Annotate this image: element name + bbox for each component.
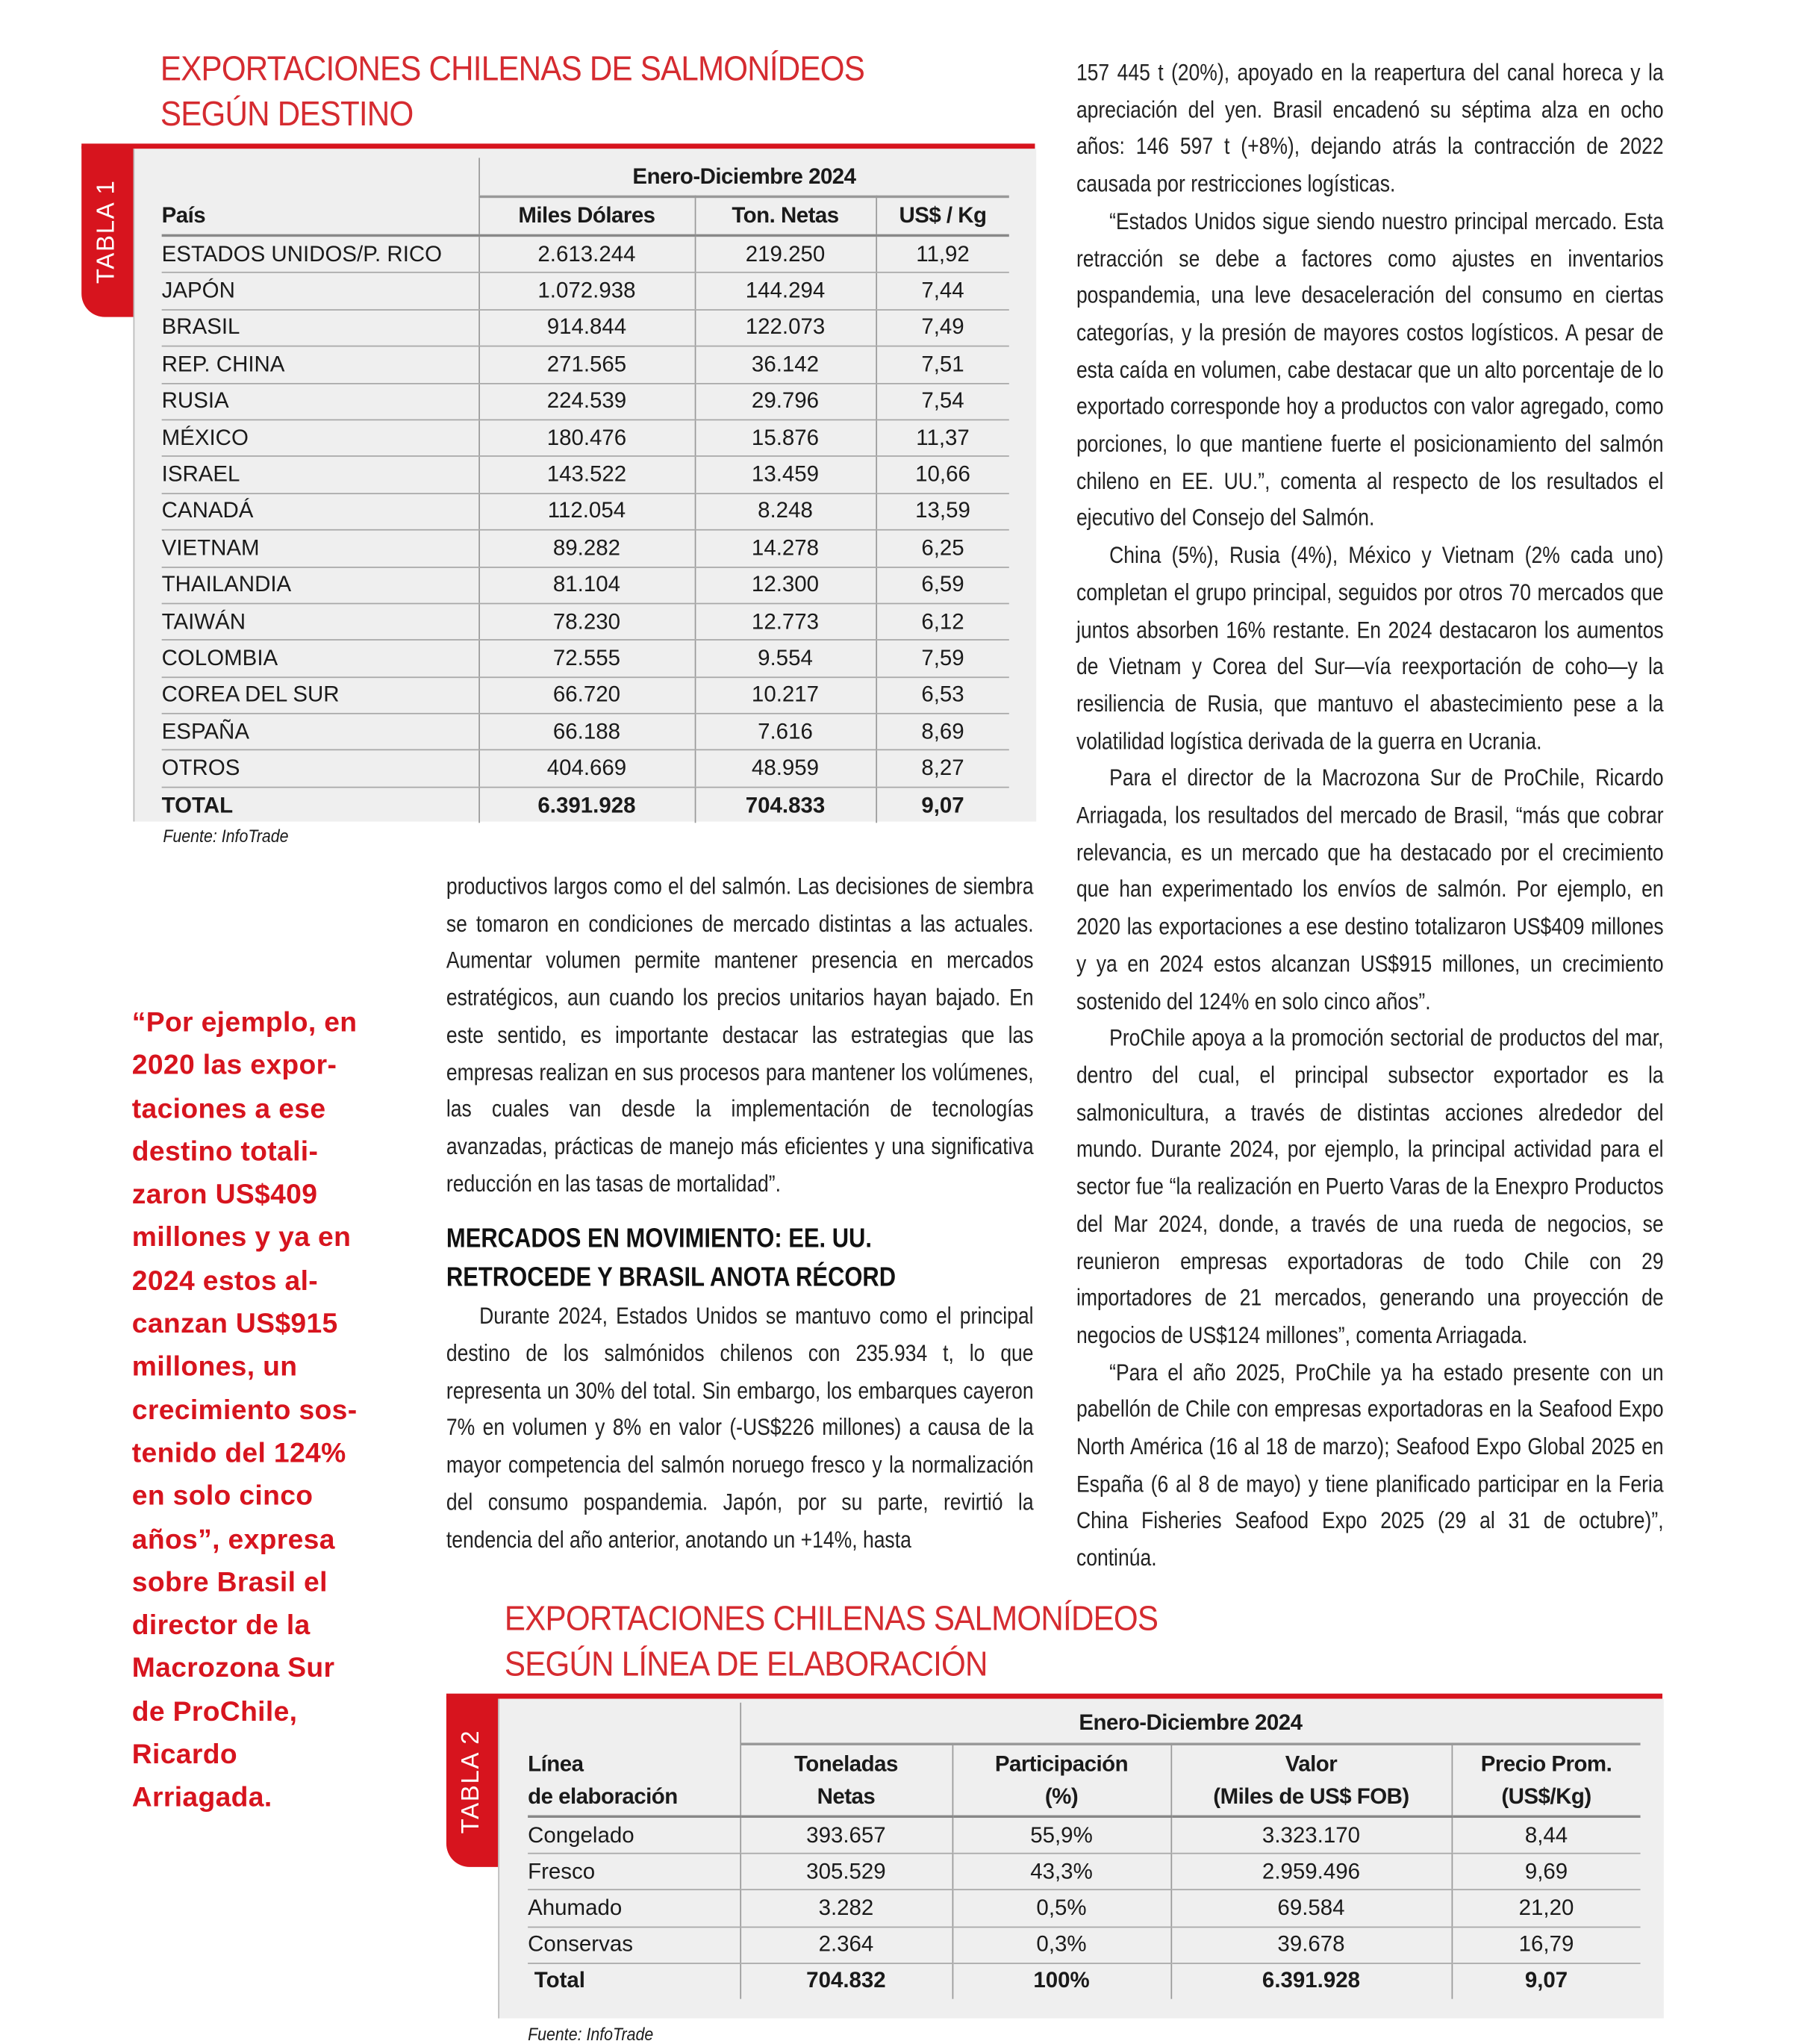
value-cell: 2.613.244 bbox=[478, 235, 694, 272]
table2-header-line: de elaboración bbox=[528, 1783, 678, 1809]
table1-title-line: SEGÚN DESTINO bbox=[160, 94, 414, 134]
value-cell: 7,59 bbox=[876, 641, 1009, 677]
body-paragraph: China (5%), Rusia (4%), México y Vietnam (2% cada uno) completan el grupo principal, seguidos por otros 70 mercados que juntos absorben 16% restante. En 2024 destacaron los aumentos de Vietnam y Corea del Sur—vía reexportación de coho—y la resiliencia de Rusia, que mantuvo el abastecimiento pese a la volatilidad logística derivada de la guerra en Ucrania. bbox=[1076, 542, 1664, 754]
table2-header bbox=[740, 1744, 952, 1816]
pull-quote-line: crecimiento sos- bbox=[131, 1394, 358, 1426]
table1-row bbox=[162, 677, 1009, 714]
table1-row bbox=[162, 567, 1009, 603]
table1-title bbox=[160, 46, 864, 137]
value-cell: 11,37 bbox=[876, 420, 1009, 456]
table1-period: Enero-Diciembre 2024 bbox=[478, 158, 1009, 196]
table2-header bbox=[1452, 1744, 1641, 1816]
table1-row bbox=[162, 346, 1009, 383]
table1-header: US$ / Kg bbox=[876, 196, 1009, 235]
country-cell: ESTADOS UNIDOS/P. RICO bbox=[162, 235, 479, 272]
value-cell: 9,07 bbox=[1452, 1963, 1641, 1999]
value-cell: 8,69 bbox=[876, 714, 1009, 750]
value-cell: 271.565 bbox=[478, 346, 694, 383]
value-cell: 8.248 bbox=[695, 493, 876, 530]
country-cell: COLOMBIA bbox=[162, 641, 479, 677]
table1-row bbox=[162, 603, 1009, 640]
table1-row bbox=[162, 383, 1009, 420]
table2-source: Fuente: InfoTrade bbox=[528, 2023, 654, 2044]
value-cell: 2.959.496 bbox=[1170, 1854, 1451, 1890]
value-cell: 69.584 bbox=[1170, 1890, 1451, 1927]
value-cell: 81.104 bbox=[478, 567, 694, 603]
value-cell: 12.773 bbox=[695, 603, 876, 640]
pull-quote-line: zaron US$409 bbox=[131, 1179, 318, 1210]
value-cell: 66.188 bbox=[478, 714, 694, 750]
table2-header-line: Participación bbox=[994, 1751, 1129, 1777]
table1-source: Fuente: InfoTrade bbox=[163, 825, 289, 847]
value-cell: 305.529 bbox=[740, 1854, 952, 1890]
table2-header-line: Netas bbox=[817, 1783, 876, 1809]
table1-tab-label: TABLA 1 bbox=[93, 179, 121, 284]
body-paragraph: Durante 2024, Estados Unidos se mantuvo como el principal destino de los salmónidos chilenos con 235.934 t, lo que representa un 30% del total. Sin embargo, los embarques cayeron 7% en volumen y 8% en valor (-US$226 millones) a causa de la mayor competencia del salmón noruego fresco y la normalización del consumo pospandemia. Japón, por su parte, revirtió la tendencia del año anterior, anotando un +14%, hasta bbox=[446, 1303, 1034, 1552]
value-cell: 48.959 bbox=[695, 750, 876, 787]
value-cell: 10,66 bbox=[876, 457, 1009, 493]
table2-header-line: Línea bbox=[528, 1751, 584, 1776]
pull-quote-line: sobre Brasil el bbox=[131, 1566, 328, 1598]
table1 bbox=[162, 158, 1009, 823]
table1-row bbox=[162, 457, 1009, 493]
country-cell: COREA DEL SUR bbox=[162, 677, 479, 714]
section-heading-line: RETROCEDE Y BRASIL ANOTA RÉCORD bbox=[446, 1263, 896, 1293]
table2-header-line: Toneladas bbox=[794, 1751, 898, 1777]
line-cell: Conservas bbox=[528, 1927, 740, 1963]
table2-period: Enero-Diciembre 2024 bbox=[740, 1703, 1640, 1744]
value-cell: 6.391.928 bbox=[1170, 1963, 1451, 1999]
value-cell: 3.282 bbox=[740, 1890, 952, 1927]
pull-quote-line: 2020 las expor- bbox=[131, 1050, 337, 1081]
table2-red-rule bbox=[446, 1694, 1662, 1699]
table2-row bbox=[528, 1927, 1641, 1963]
value-cell: 12.300 bbox=[695, 567, 876, 603]
section-heading-line: MERCADOS EN MOVIMIENTO: EE. UU. bbox=[446, 1224, 872, 1254]
country-cell: RUSIA bbox=[162, 383, 479, 420]
table1-row bbox=[162, 641, 1009, 677]
value-cell: 219.250 bbox=[695, 235, 876, 272]
value-cell: 7,44 bbox=[876, 272, 1009, 309]
value-cell: 36.142 bbox=[695, 346, 876, 383]
value-cell: 112.054 bbox=[478, 493, 694, 530]
value-cell: 9,07 bbox=[876, 787, 1009, 823]
table2-header bbox=[952, 1744, 1171, 1816]
table2-header-line: Valor bbox=[1285, 1751, 1338, 1777]
body-paragraph: Para el director de la Macrozona Sur de ProChile, Ricardo Arriagada, los resultados del mercado de Brasil, “más que cobrar relevancia, es un mercado que ha destacado por el crecimiento que han experimentado los envíos de salmón. Por ejemplo, en 2020 las exportaciones a ese destino totalizaron US$409 millones y ya en 2024 estos alcanzan US$915 millones, un crecimiento sostenido del 124% en solo cinco años”. bbox=[1076, 764, 1664, 1015]
value-cell: 7.616 bbox=[695, 714, 876, 750]
table1-red-rule bbox=[81, 143, 1035, 149]
table1-row bbox=[162, 750, 1009, 787]
table2-header-line: (US$/Kg) bbox=[1501, 1783, 1591, 1809]
table2-total-row bbox=[528, 1963, 1641, 1999]
country-cell: ESPAÑA bbox=[162, 714, 479, 750]
table2-title-line: EXPORTACIONES CHILENAS SALMONÍDEOS bbox=[504, 1599, 1159, 1639]
value-cell: 914.844 bbox=[478, 310, 694, 346]
country-cell: JAPÓN bbox=[162, 272, 479, 309]
value-cell: 393.657 bbox=[740, 1816, 952, 1854]
value-cell: 0,5% bbox=[952, 1890, 1171, 1927]
pull-quote-line: Arriagada. bbox=[131, 1782, 272, 1813]
line-cell: Fresco bbox=[528, 1854, 740, 1890]
value-cell: 6,25 bbox=[876, 530, 1009, 567]
table2-header-line: Precio Prom. bbox=[1480, 1751, 1612, 1777]
value-cell: 224.539 bbox=[478, 383, 694, 420]
table1-row bbox=[162, 714, 1009, 750]
table1-header: País bbox=[162, 196, 479, 235]
body-paragraph: “Para el año 2025, ProChile ya ha estado presente con un pabellón de Chile con empresas exportadoras en la Seafood Expo North América (16 al 18 de marzo); Seafood Expo Global 2025 en España (6 al 8 de mayo) y tiene planificado participar en la Feria China Fisheries Seafood Expo 2025 (29 al 31 de octubre)”, continúa. bbox=[1076, 1359, 1664, 1571]
value-cell: 180.476 bbox=[478, 420, 694, 456]
value-cell: 15.876 bbox=[695, 420, 876, 456]
value-cell: 144.294 bbox=[695, 272, 876, 309]
value-cell: 9.554 bbox=[695, 641, 876, 677]
table1-header: Ton. Netas bbox=[695, 196, 876, 235]
country-cell: CANADÁ bbox=[162, 493, 479, 530]
value-cell: 7,49 bbox=[876, 310, 1009, 346]
table1-row bbox=[162, 310, 1009, 346]
value-cell: 7,51 bbox=[876, 346, 1009, 383]
country-cell: TOTAL bbox=[161, 792, 234, 817]
value-cell: 39.678 bbox=[1170, 1927, 1451, 1963]
line-cell: Ahumado bbox=[528, 1890, 740, 1927]
value-cell: 11,92 bbox=[876, 235, 1009, 272]
value-cell: 122.073 bbox=[695, 310, 876, 346]
value-cell: 100% bbox=[952, 1963, 1171, 1999]
value-cell: 78.230 bbox=[478, 603, 694, 640]
value-cell: 9,69 bbox=[1452, 1854, 1641, 1890]
pull-quote-line: Macrozona Sur bbox=[131, 1652, 335, 1684]
value-cell: 704.833 bbox=[695, 787, 876, 823]
table1-total-row bbox=[162, 787, 1009, 823]
table2-tab bbox=[446, 1696, 498, 1867]
body-paragraph: 157 445 t (20%), apoyado en la reapertura del canal horeca y la apreciación del yen. Brasil encadenó su séptima alza en ocho años: 146 597 t (+8%), dejando atrás la contracción de 2022 causada por restricciones logísticas. bbox=[1076, 59, 1664, 197]
pull-quote-line: “Por ejemplo, en bbox=[131, 1006, 358, 1038]
country-cell: ISRAEL bbox=[162, 457, 479, 493]
body-paragraph: “Estados Unidos sigue siendo nuestro principal mercado. Esta retracción se debe a factores como ajustes en inventarios pospandemia, una leve desaceleración del consumo en ciertas categorías, y la presión de mayores costos logísticos. A pesar de esta caída en volumen, cabe destacar que un alto porcentaje de lo exportado corresponde hoy a productos con valor agregado, como porciones, lo que mantiene fuerte el posicionamiento del salmón chileno en EE. UU.”, comenta al respecto de los resultados el ejecutivo del Consejo del Salmón. bbox=[1076, 208, 1664, 532]
value-cell: 404.669 bbox=[478, 750, 694, 787]
value-cell: 8,44 bbox=[1452, 1816, 1641, 1854]
pull-quote-line: director de la bbox=[131, 1610, 311, 1641]
middle-column bbox=[446, 868, 1034, 1558]
value-cell: 1.072.938 bbox=[478, 272, 694, 309]
value-cell: 6,12 bbox=[876, 603, 1009, 640]
table1-title-line: EXPORTACIONES CHILENAS DE SALMONÍDEOS bbox=[160, 49, 865, 88]
value-cell: 13,59 bbox=[876, 493, 1009, 530]
value-cell: 13.459 bbox=[695, 457, 876, 493]
pull-quote-line: 2024 estos al- bbox=[131, 1265, 319, 1297]
pull-quote-line: millones y ya en bbox=[131, 1221, 352, 1253]
section-heading bbox=[446, 1221, 1034, 1298]
value-cell: 66.720 bbox=[478, 677, 694, 714]
pull-quote-line: de ProChile, bbox=[131, 1695, 298, 1727]
pull-quote-line: millones, un bbox=[131, 1351, 298, 1383]
body-paragraph: ProChile apoya a la promoción sectorial de productos del mar, dentro del cual, el principal subsector exportador es la salmonicultura, a través de distintas acciones alrededor del mundo. Durante 2024, por ejemplo, la principal actividad para el sector fue “la realización en Puerto Varas de la Enexpro Productos del Mar 2024, donde, a través de una rueda de negocios, se reunieron empresas exportadoras de todo Chile con 29 importadores de 21 mercados, generando una proyección de negocios de US$124 millones”, comenta Arriagada. bbox=[1076, 1025, 1664, 1348]
line-cell: Total bbox=[534, 1968, 585, 1993]
table1-row bbox=[162, 530, 1009, 567]
value-cell: 2.364 bbox=[740, 1927, 952, 1963]
value-cell: 6,59 bbox=[876, 567, 1009, 603]
table2-title-line: SEGÚN LÍNEA DE ELABORACIÓN bbox=[504, 1644, 988, 1683]
table1-row bbox=[162, 235, 1009, 272]
table2 bbox=[528, 1703, 1641, 1999]
table2-header-line: (%) bbox=[1044, 1783, 1079, 1809]
value-cell: 29.796 bbox=[695, 383, 876, 420]
value-cell: 143.522 bbox=[478, 457, 694, 493]
pull-quote-line: en solo cinco bbox=[131, 1480, 314, 1512]
table2-header bbox=[1170, 1744, 1451, 1816]
table2-tab-label: TABLA 2 bbox=[458, 1729, 485, 1834]
body-paragraph: productivos largos como el del salmón. Las decisiones de siembra se tomaron en condiciones de mercado distintas a las actuales. Aumentar volumen permite mantener presencia en mercados estratégicos, aun cuando los precios unitarios hayan bajado. En este sentido, es importante destacar las estrategias que las empresas realizan en sus procesos para mantener los volúmenes, las cuales van desde la implementación de tecnologías avanzadas, prácticas de manejo más eficientes y una significativa reducción en las tasas de mortalidad”. bbox=[446, 873, 1034, 1197]
right-column bbox=[1076, 54, 1664, 1577]
value-cell: 43,3% bbox=[952, 1854, 1171, 1890]
country-cell: THAILANDIA bbox=[162, 567, 479, 603]
table1-row bbox=[162, 420, 1009, 456]
value-cell: 6.391.928 bbox=[478, 787, 694, 823]
table2-row bbox=[528, 1816, 1641, 1854]
value-cell: 6,53 bbox=[876, 677, 1009, 714]
value-cell: 704.832 bbox=[740, 1963, 952, 1999]
country-cell: MÉXICO bbox=[162, 420, 479, 456]
table1-row bbox=[162, 272, 1009, 309]
line-cell: Congelado bbox=[528, 1816, 740, 1854]
table2-row bbox=[528, 1890, 1641, 1927]
country-cell: OTROS bbox=[162, 750, 479, 787]
value-cell: 89.282 bbox=[478, 530, 694, 567]
value-cell: 16,79 bbox=[1452, 1927, 1641, 1963]
pull-quote bbox=[132, 1001, 358, 1819]
table2-header-line: (Miles de US$ FOB) bbox=[1213, 1783, 1409, 1809]
country-cell: REP. CHINA bbox=[162, 346, 479, 383]
country-cell: TAIWÁN bbox=[162, 603, 479, 640]
value-cell: 55,9% bbox=[952, 1816, 1171, 1854]
table2-row bbox=[528, 1854, 1641, 1890]
value-cell: 10.217 bbox=[695, 677, 876, 714]
value-cell: 7,54 bbox=[876, 383, 1009, 420]
value-cell: 21,20 bbox=[1452, 1890, 1641, 1927]
country-cell: VIETNAM bbox=[162, 530, 479, 567]
pull-quote-line: años”, expresa bbox=[131, 1523, 335, 1555]
pull-quote-line: taciones a ese bbox=[131, 1092, 326, 1124]
country-cell: BRASIL bbox=[162, 310, 479, 346]
table1-tab bbox=[81, 146, 133, 317]
value-cell: 8,27 bbox=[876, 750, 1009, 787]
table2-header bbox=[528, 1744, 740, 1816]
value-cell: 3.323.170 bbox=[1170, 1816, 1451, 1854]
value-cell: 14.278 bbox=[695, 530, 876, 567]
table1-row bbox=[162, 493, 1009, 530]
pull-quote-line: Ricardo bbox=[131, 1739, 237, 1770]
pull-quote-line: destino totali- bbox=[131, 1135, 319, 1168]
value-cell: 0,3% bbox=[952, 1927, 1171, 1963]
pull-quote-line: canzan US$915 bbox=[131, 1308, 338, 1339]
table2-title bbox=[505, 1597, 1158, 1687]
pull-quote-line: tenido del 124% bbox=[131, 1437, 346, 1469]
table1-header: Miles Dólares bbox=[478, 196, 694, 235]
value-cell: 72.555 bbox=[478, 641, 694, 677]
